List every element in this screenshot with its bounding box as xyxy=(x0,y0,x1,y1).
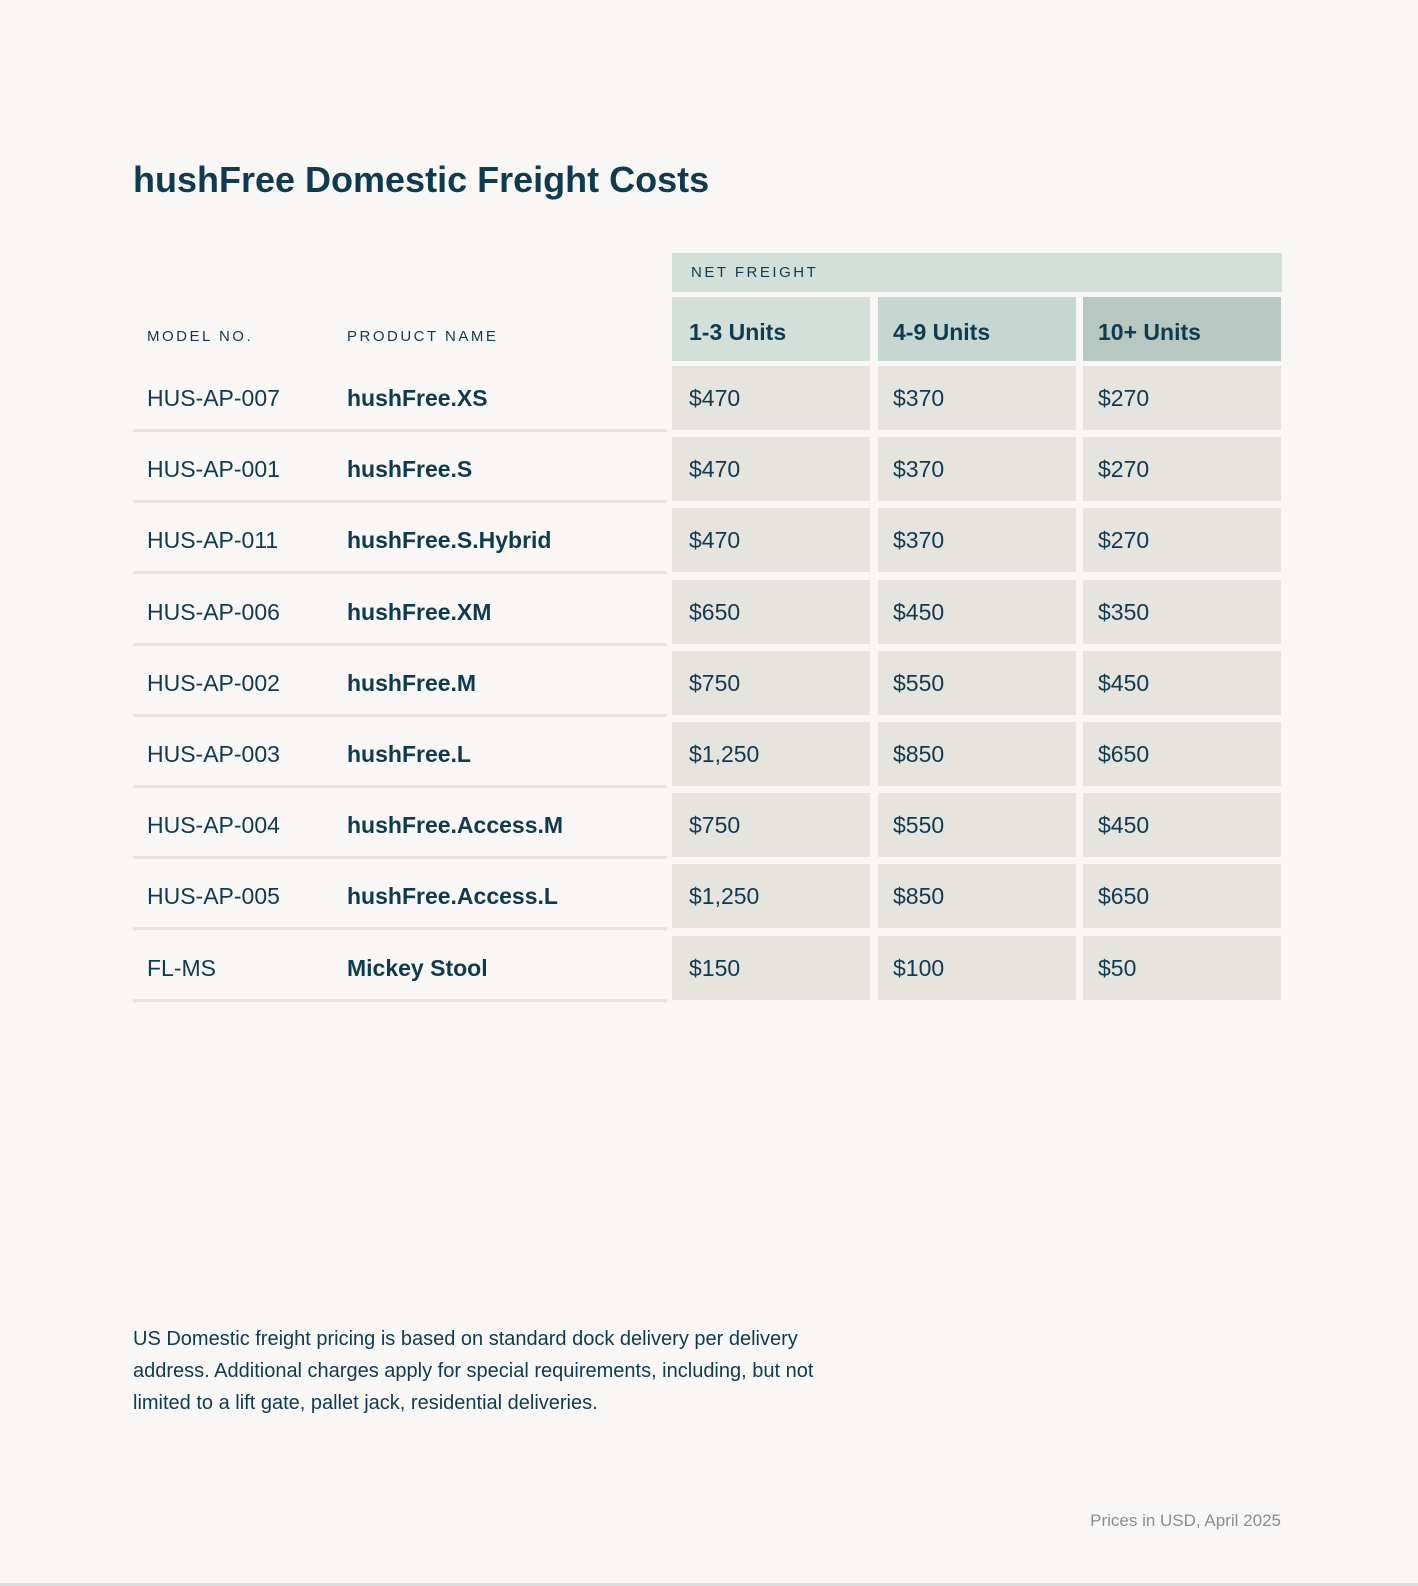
price-cell-4-9: $100 xyxy=(878,936,1076,1000)
product-name: hushFree.XS xyxy=(347,385,488,411)
model-number: HUS-AP-001 xyxy=(147,456,280,483)
product-name: hushFree.S.Hybrid xyxy=(347,527,552,554)
model-number: HUS-AP-007 xyxy=(147,385,280,411)
table-row xyxy=(0,437,1418,508)
table-row xyxy=(0,793,1418,864)
price-cell-1-3: $1,250 xyxy=(672,864,870,928)
product-column-header: PRODUCT NAME xyxy=(347,328,499,345)
price-cell-10-plus: $50 xyxy=(1083,936,1281,1000)
price-cell-10-plus: $650 xyxy=(1083,864,1281,928)
price-cell-4-9: $850 xyxy=(878,722,1076,786)
model-column-header: MODEL NO. xyxy=(147,328,254,345)
product-name: hushFree.Access.L xyxy=(347,883,558,910)
model-number: HUS-AP-003 xyxy=(147,740,280,767)
price-cell-1-3: $750 xyxy=(672,651,870,715)
table-row xyxy=(0,580,1418,651)
row-divider xyxy=(133,429,667,432)
price-cell-10-plus: $270 xyxy=(1083,508,1281,572)
price-cell-10-plus: $450 xyxy=(1083,793,1281,857)
row-divider xyxy=(133,785,667,788)
price-cell-4-9: $370 xyxy=(878,437,1076,501)
page-title: hushFree Domestic Freight Costs xyxy=(133,159,710,200)
tier-header-1-3: 1-3 Units xyxy=(672,297,870,361)
prices-note: Prices in USD, April 2025 xyxy=(1090,1511,1281,1530)
net-freight-header: NET FREIGHT xyxy=(672,253,1282,292)
row-divider xyxy=(133,571,667,574)
table-row xyxy=(0,936,1418,1007)
model-number: HUS-AP-005 xyxy=(147,883,280,910)
product-name: hushFree.Access.M xyxy=(347,812,564,839)
row-divider xyxy=(133,643,667,646)
row-divider xyxy=(133,714,667,717)
table-row xyxy=(0,366,1418,437)
price-cell-4-9: $550 xyxy=(878,651,1076,715)
price-cell-1-3: $1,250 xyxy=(672,722,870,786)
price-cell-1-3: $470 xyxy=(672,437,870,501)
freight-footnote: US Domestic freight pricing is based on standard dock delivery per delivery address. Additional charges apply for special requirements, including, but not limited to a lift gate, pallet jack, residential deliveries. xyxy=(133,1328,814,1414)
price-cell-1-3: $750 xyxy=(672,793,870,857)
price-cell-10-plus: $270 xyxy=(1083,366,1281,430)
table-row xyxy=(0,508,1418,579)
price-cell-4-9: $850 xyxy=(878,864,1076,928)
price-cell-4-9: $370 xyxy=(878,508,1076,572)
price-cell-10-plus: $270 xyxy=(1083,437,1281,501)
table-row xyxy=(0,722,1418,793)
table-row xyxy=(0,651,1418,722)
price-cell-1-3: $150 xyxy=(672,936,870,1000)
price-cell-10-plus: $350 xyxy=(1083,580,1281,644)
tier-header-4-9: 4-9 Units xyxy=(878,297,1076,361)
model-number: HUS-AP-004 xyxy=(147,812,280,839)
table-row xyxy=(0,864,1418,935)
price-cell-4-9: $550 xyxy=(878,793,1076,857)
price-cell-1-3: $470 xyxy=(672,366,870,430)
price-cell-10-plus: $450 xyxy=(1083,651,1281,715)
tier-header-10-plus: 10+ Units xyxy=(1083,297,1281,361)
model-number: FL-MS xyxy=(147,954,216,981)
model-number: HUS-AP-002 xyxy=(147,669,280,696)
row-divider xyxy=(133,927,667,930)
model-number: HUS-AP-006 xyxy=(147,598,280,625)
product-name: Mickey Stool xyxy=(347,954,488,981)
model-number: HUS-AP-011 xyxy=(147,527,279,554)
price-cell-10-plus: $650 xyxy=(1083,722,1281,786)
price-cell-1-3: $470 xyxy=(672,508,870,572)
product-name: hushFree.S xyxy=(347,456,473,483)
price-cell-4-9: $450 xyxy=(878,580,1076,644)
row-divider xyxy=(133,999,667,1002)
price-cell-4-9: $370 xyxy=(878,366,1076,430)
row-divider xyxy=(133,856,667,859)
product-name: hushFree.L xyxy=(347,740,471,767)
product-name: hushFree.XM xyxy=(347,598,492,625)
price-cell-1-3: $650 xyxy=(672,580,870,644)
product-name: hushFree.M xyxy=(347,669,477,696)
table-body xyxy=(0,366,1418,1007)
row-divider xyxy=(133,500,667,503)
